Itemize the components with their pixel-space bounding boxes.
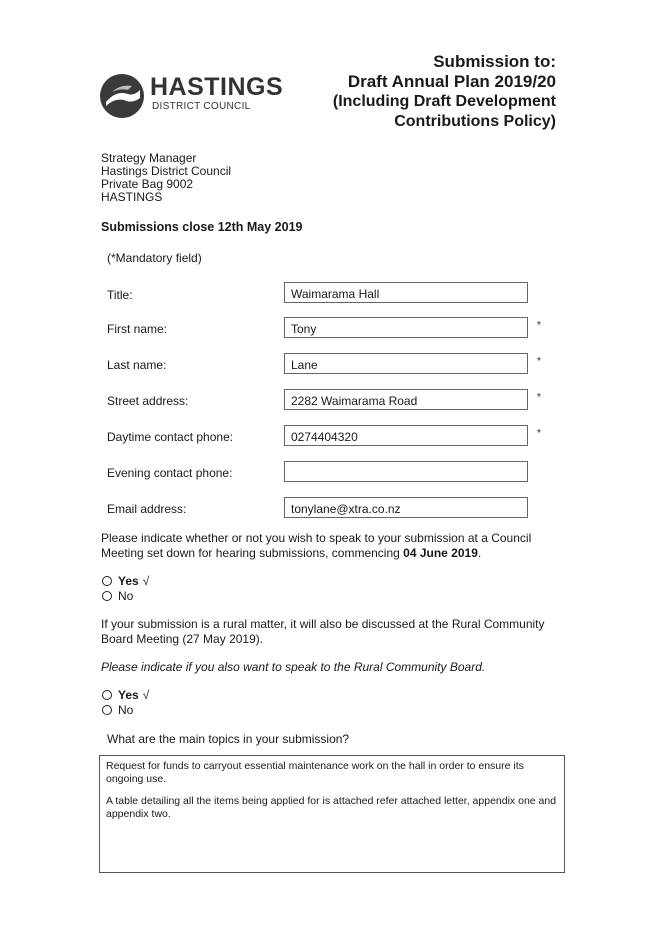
council-logo — [98, 70, 288, 122]
close-notice: Submissions close 12th May 2019 — [101, 220, 303, 234]
recipient-address — [101, 152, 231, 204]
page-title — [333, 52, 556, 132]
hearing-date: 04 June 2019 — [403, 546, 478, 560]
daytime-phone-field[interactable]: 0274404320 — [284, 425, 528, 446]
yes-label: Yes — [118, 688, 139, 702]
last-name-label: Last name: — [107, 358, 167, 372]
radio-icon — [102, 705, 112, 715]
title-field[interactable]: Waimarama Hall — [284, 282, 528, 303]
required-marker: * — [537, 356, 541, 367]
address-line: Hastings District Council — [101, 164, 232, 178]
title-line: Submission to: — [433, 52, 556, 71]
rural-speak-options — [102, 688, 149, 718]
council-emblem-icon — [98, 72, 146, 120]
speak-question-end: . — [477, 546, 482, 560]
address-line: Private Bag 9002 — [101, 177, 194, 191]
radio-icon — [102, 591, 112, 601]
yes-label: Yes — [118, 574, 139, 588]
logo-subtitle: DISTRICT COUNCIL — [152, 101, 251, 112]
title-line: Draft Annual Plan 2019/20 — [347, 72, 556, 91]
no-label: No — [118, 589, 134, 603]
email-label: Email address: — [107, 502, 187, 516]
rural-question: Please indicate if you also want to speak to the Rural Community Board. — [101, 660, 486, 674]
title-line: Contributions Policy) — [394, 113, 556, 130]
topics-textarea[interactable] — [99, 755, 565, 873]
council-no-option[interactable] — [102, 589, 149, 604]
topics-paragraph: A table detailing all the items being applied for is attached refer attached letter, appendix one and appendix two. — [106, 795, 557, 820]
required-marker: * — [537, 428, 541, 439]
last-name-field[interactable]: Lane — [284, 353, 528, 374]
evening-phone-field[interactable] — [284, 461, 528, 482]
street-address-field[interactable]: 2282 Waimarama Road — [284, 389, 528, 410]
radio-icon — [102, 690, 112, 700]
topics-question: What are the main topics in your submission? — [107, 732, 350, 746]
speak-question-text: Please indicate whether or not you wish to speak to your submission at a Council Meeting set down for hearing submissions, commencing — [101, 531, 532, 560]
rural-note: If your submission is a rural matter, it will also be discussed at the Rural Community Board Meeting (27 May 2019). — [101, 617, 545, 646]
first-name-label: First name: — [107, 322, 168, 336]
topics-paragraph: Request for funds to carryout essential maintenance work on the hall in order to ensure its ongoing use. — [106, 760, 524, 785]
council-yes-option[interactable] — [102, 574, 149, 589]
required-marker: * — [537, 392, 541, 403]
daytime-phone-label: Daytime contact phone: — [107, 430, 234, 444]
speak-question — [101, 531, 571, 561]
no-label: No — [118, 703, 134, 717]
tick-mark: √ — [142, 574, 150, 588]
rural-no-option[interactable] — [102, 703, 149, 718]
email-field[interactable]: tonylane@xtra.co.nz — [284, 497, 528, 518]
title-label: Title: — [107, 288, 133, 302]
first-name-field[interactable]: Tony — [284, 317, 528, 338]
mandatory-note: (*Mandatory field) — [107, 251, 202, 265]
address-line: Strategy Manager — [101, 151, 197, 165]
council-speak-options — [102, 574, 149, 604]
required-marker: * — [537, 320, 541, 331]
rural-yes-option[interactable] — [102, 688, 149, 703]
address-line: HASTINGS — [101, 190, 163, 204]
title-line: (Including Draft Development — [332, 93, 556, 110]
radio-icon — [102, 576, 112, 586]
street-address-label: Street address: — [107, 394, 189, 408]
evening-phone-label: Evening contact phone: — [107, 466, 233, 480]
tick-mark: √ — [142, 688, 150, 702]
logo-wordmark: HASTINGS — [150, 73, 284, 101]
